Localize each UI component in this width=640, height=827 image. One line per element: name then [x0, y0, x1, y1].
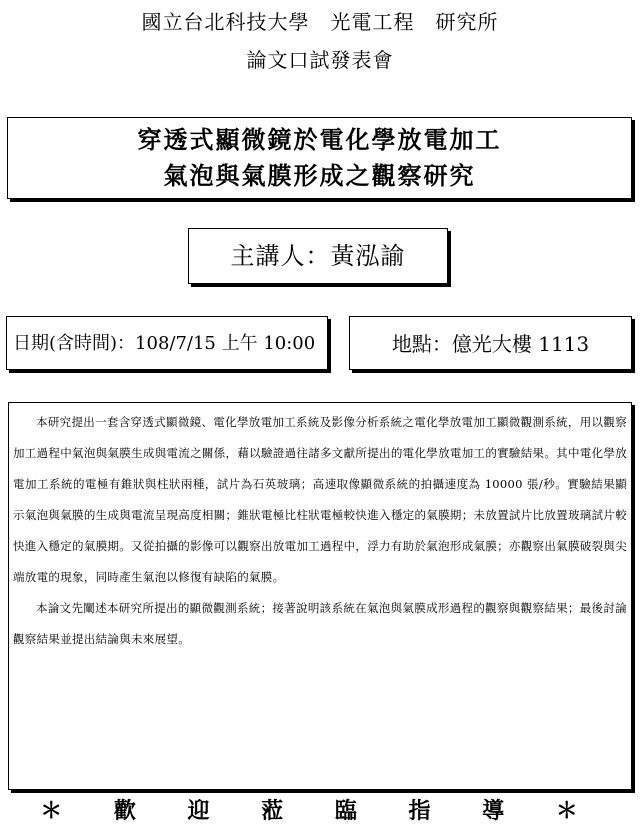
- venue: 地點：億光大樓 1113: [391, 332, 590, 356]
- thesis-title-box: [7, 117, 632, 199]
- place-box: [349, 316, 632, 370]
- date-box: [6, 316, 328, 370]
- thesis-title-line2: 氣泡與氣膜形成之觀察研究: [163, 161, 476, 190]
- date-time: 日期(含時間)：108/7/15 上午 10:00: [13, 333, 316, 354]
- institution-header: 國立台北科技大學 光電工程 研究所: [141, 10, 499, 34]
- event-title: 論文口試發表會: [246, 48, 394, 72]
- abstract-box: [8, 402, 632, 790]
- abstract-paragraph-1: 本研究提出一套含穿透式顯微鏡、電化學放電加工系統及影像分析系統之電化學放電加工顯微觀測系統，用以觀察加工過程中氣泡與氣膜生成與電流之關係，藉以驗證過往諸多文獻所提出的電化學放電加工的實驗結果。其中電化學放電加工系統的電極有錐狀與柱狀兩種，試片為石英玻璃；高速取像顯微系統的拍攝速度為 10000 張/秒。實驗結果顯示氣泡與氣膜的生成與電流呈現高度相關；錐狀電極比柱狀電極較快進入穩定的氣膜期；未放置試片比放置玻璃試片較快進入穩定的氣膜期。又從拍攝的影像可以觀察出放電加工過程中，浮力有助於氣泡形成氣膜；亦觀察出氣膜破裂與尖端放電的現象，同時產生氣泡以修復有缺陷的氣膜。: [13, 415, 627, 584]
- thesis-title-line1: 穿透式顯微鏡於電化學放電加工: [137, 125, 502, 154]
- abstract-paragraph-2: 本論文先闡述本研究所提出的顯微觀測系統；接著說明該系統在氣泡與氣膜成形過程的觀察與觀察結果；最後討論觀察結果並提出結論與未來展望。: [13, 601, 627, 646]
- speaker-name: 主講人：黃泓諭: [230, 242, 406, 270]
- speaker-box: [188, 228, 448, 284]
- welcome-footer: ＊ 歡 迎 蒞 臨 指 導 ＊: [40, 798, 600, 824]
